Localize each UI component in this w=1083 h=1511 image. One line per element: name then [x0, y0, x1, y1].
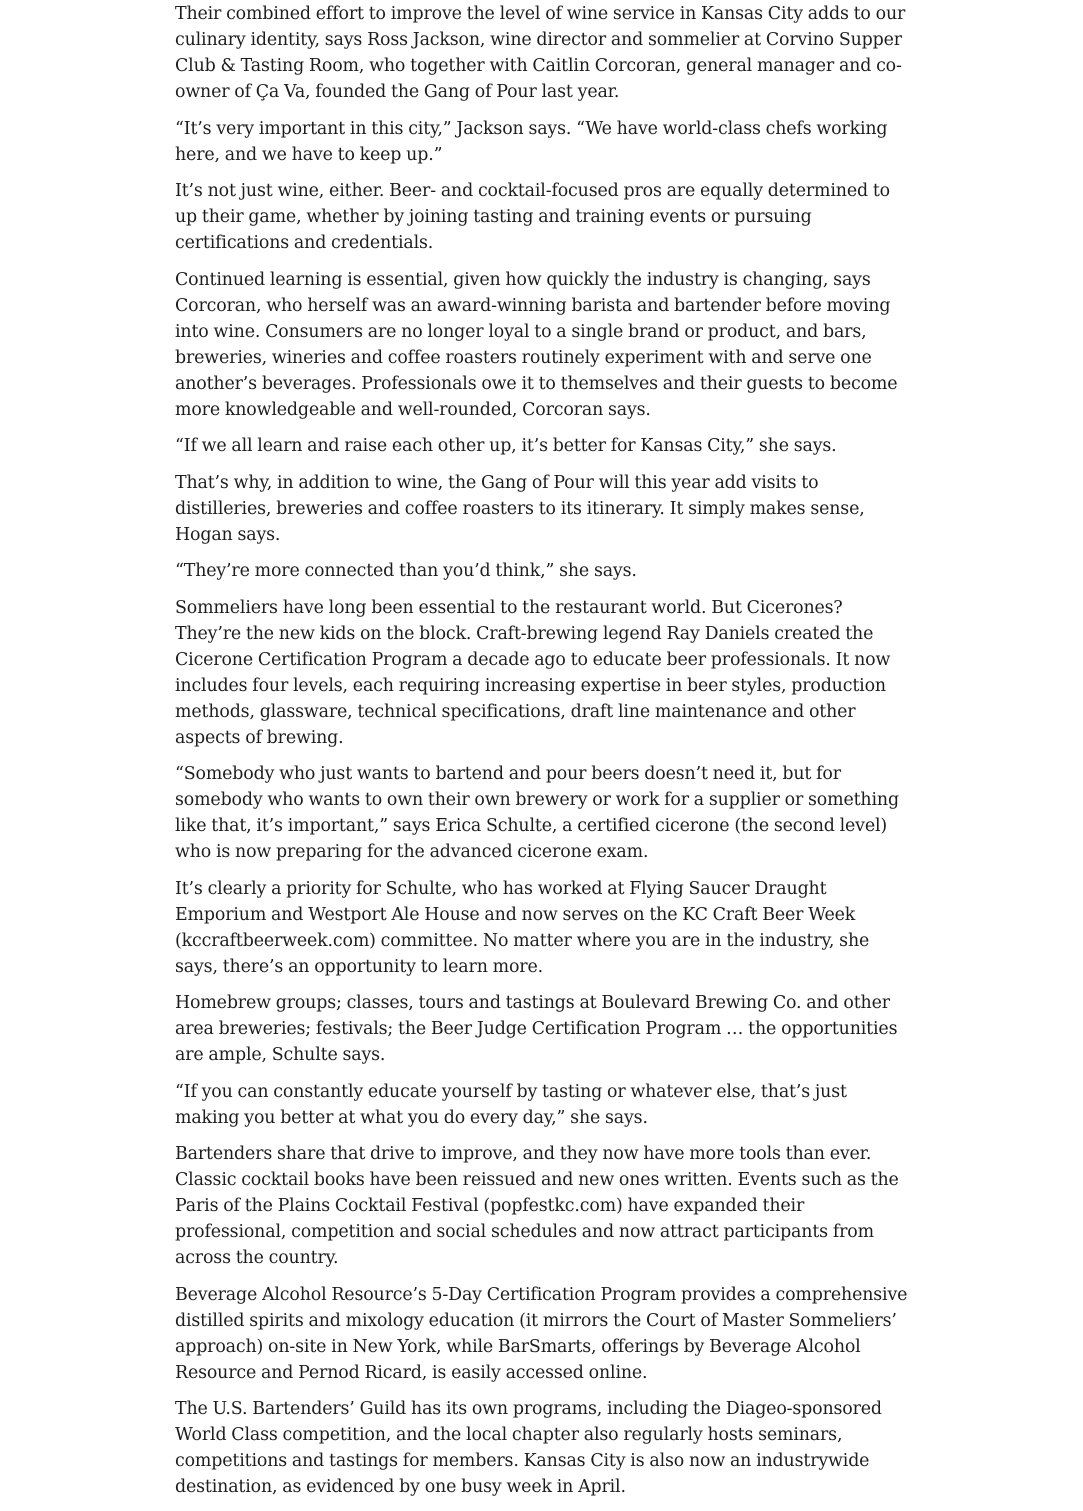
paragraph: The U.S. Bartenders’ Guild has its own programs, including the Diageo-sponsored World Class competition, and the local chapter also regularly hosts seminars, competitions and tastings for members. Kansas City is also now an industrywide destination, as evidenced by one busy week in April. [175, 1399, 882, 1497]
paragraph: It’s clearly a priority for Schulte, who has worked at Flying Saucer Draught Emporium and Westport Ale House and now serves on the KC Craft Beer Week (kccraftbeerweek.com) committee. No matter where you are in the industry, she says, there’s an opportunity to learn more. [175, 878, 870, 977]
paragraph: “They’re more connected than you’d think,” she says. [175, 561, 637, 581]
article-body [175, 0, 910, 1511]
paragraph: “If we all learn and raise each other up, it’s better for Kansas City,” she says. [175, 436, 837, 456]
paragraph: “If you can constantly educate yourself by tasting or whatever else, that’s just making you better at what you do every day,” she says. [175, 1081, 847, 1128]
paragraph: Sommeliers have long been essential to the restaurant world. But Cicerones? They’re the new kids on the block. Craft-brewing legend Ray Daniels created the Cicerone Certification Program a decade ago to educate beer professionals. It now includes four levels, each requiring increasing expertise in beer styles, production methods, glassware, technical specifications, draft line maintenance and other aspects of brewing. [175, 597, 891, 748]
paragraph: Homebrew groups; classes, tours and tastings at Boulevard Brewing Co. and other area breweries; festivals; the Beer Judge Certification Program … the opportunities are ample, Schulte says. [175, 993, 898, 1065]
paragraph: “Somebody who just wants to bartend and pour beers doesn’t need it, but for somebody who wants to own their own brewery or work for a supplier or something like that, it’s important,” says Erica Schulte, a certified cicerone (the second level) who is now preparing for the advanced cicerone exam. [175, 764, 899, 862]
paragraph: “It’s very important in this city,” Jackson says. “We have world-class chefs working here, and we have to keep up.” [175, 118, 888, 165]
paragraph: It’s not just wine, either. Beer- and cocktail-focused pros are equally determined to up their game, whether by joining tasting and training events or pursuing certifications and credentials. [175, 181, 890, 253]
paragraph: Beverage Alcohol Resource’s 5-Day Certification Program provides a comprehensive distilled spirits and mixology education (it mirrors the Court of Master Sommeliers’ approach) on-site in New York, while BarSmarts, offerings by Beverage Alcohol Resource and Pernod Ricard, is easily accessed online. [175, 1284, 908, 1383]
paragraph: Their combined effort to improve the level of wine service in Kansas City adds to our culinary identity, says Ross Jackson, wine director and sommelier at Corvino Supper Club & Tasting Room, who together with Caitlin Corcoran, general manager and co-owner of Ça Va, founded the Gang of Pour last year. [175, 4, 906, 102]
paragraph: Continued learning is essential, given how quickly the industry is changing, says Corcoran, who herself was an award-winning barista and bartender before moving into wine. Consumers are no longer loyal to a single brand or product, and bars, breweries, wineries and coffee roasters routinely experiment with and serve one another’s beverages. Professionals owe it to themselves and their guests to become more knowledgeable and well-rounded, Corcoran says. [175, 269, 898, 420]
paragraph: Bartenders share that drive to improve, and they now have more tools than ever. Classic cocktail books have been reissued and new ones written. Events such as the Paris of the Plains Cocktail Festival (popfestkc.com) have expanded their professional, competition and social schedules and now attract participants from across the country. [175, 1144, 899, 1268]
paragraph: That’s why, in addition to wine, the Gang of Pour will this year add visits to distilleries, breweries and coffee roasters to its itinerary. It simply makes sense, Hogan says. [175, 472, 865, 545]
